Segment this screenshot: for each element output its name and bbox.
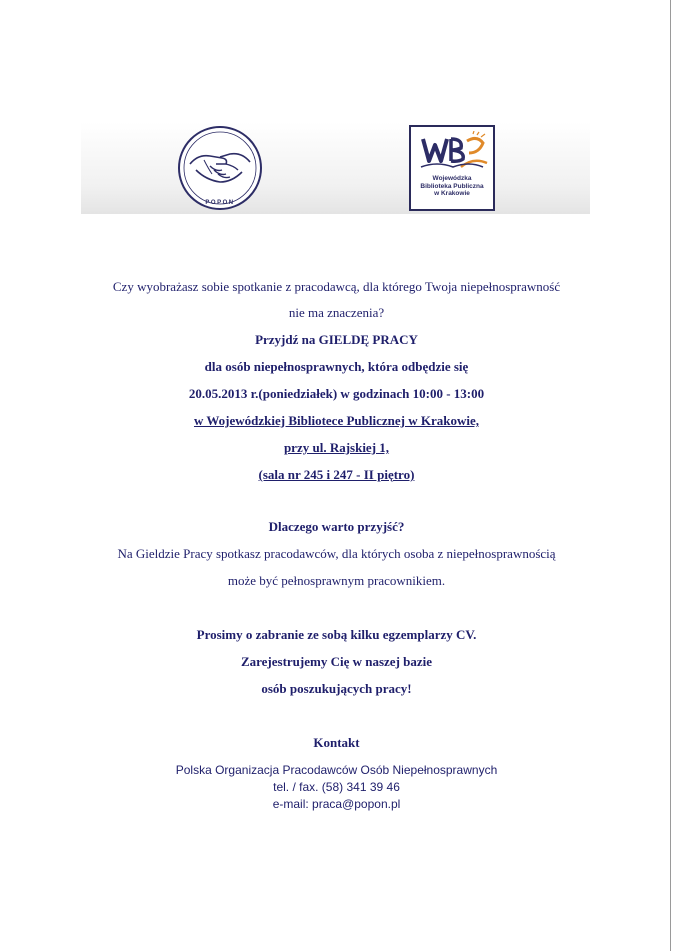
header-banner xyxy=(81,122,590,214)
popon-logo xyxy=(176,124,264,212)
venue-line: w Wojewódzkiej Bibliotece Publicznej w Krakowie, xyxy=(193,413,479,428)
library-logo xyxy=(409,125,495,211)
headline: Przyjdź na GIELDĘ PRACY xyxy=(255,332,418,347)
cv-line-1: Prosimy o zabranie ze sobą kilku egzemplarzy CV. xyxy=(196,627,477,642)
date-time-line: 20.05.2013 r.(poniedziałek) w godzinach 10:00 - 13:00 xyxy=(188,386,485,401)
street-line: przy ul. Rajskiej 1, xyxy=(283,440,390,455)
handshake-icon xyxy=(176,124,264,212)
why-heading: Dlaczego warto przyjść? xyxy=(268,519,405,534)
contact-phone: tel. / fax. (58) 341 39 46 xyxy=(273,780,400,794)
why-text-line-2: może być pełnosprawnym pracownikiem. xyxy=(227,573,446,588)
library-logo-line: Wojewódzka xyxy=(432,175,472,182)
popon-logo-text: POPON xyxy=(205,200,235,206)
question-line-2: nie ma znaczenia? xyxy=(288,305,385,320)
question-line-1: Czy wyobrażasz sobie spotkanie z pracodawcą, dla którego Twoja niepełnosprawność xyxy=(112,279,561,294)
library-logo-line: Biblioteka Publiczna xyxy=(420,182,484,190)
why-text-line-1: Na Gieldzie Pracy spotkasz pracodawców, dla których osoba z niepełnosprawnością xyxy=(117,546,556,561)
contact-heading: Kontakt xyxy=(313,735,360,750)
library-logo-line: w Krakowie xyxy=(434,190,470,197)
room-line: (sala nr 245 i 247 - II piętro) xyxy=(258,467,415,482)
open-book-icon xyxy=(417,131,489,175)
audience-line: dla osób niepełnosprawnych, która odbędzie się xyxy=(204,359,469,374)
cv-line-2: Zarejestrujemy Cię w naszej bazie xyxy=(240,654,433,669)
contact-email[interactable]: e-mail: praca@popon.pl xyxy=(272,797,401,811)
contact-organization: Polska Organizacja Pracodawców Osób Niepełnosprawnych xyxy=(175,763,498,777)
library-logo-text xyxy=(411,175,493,198)
cv-line-3: osób poszukujących pracy! xyxy=(261,681,412,696)
